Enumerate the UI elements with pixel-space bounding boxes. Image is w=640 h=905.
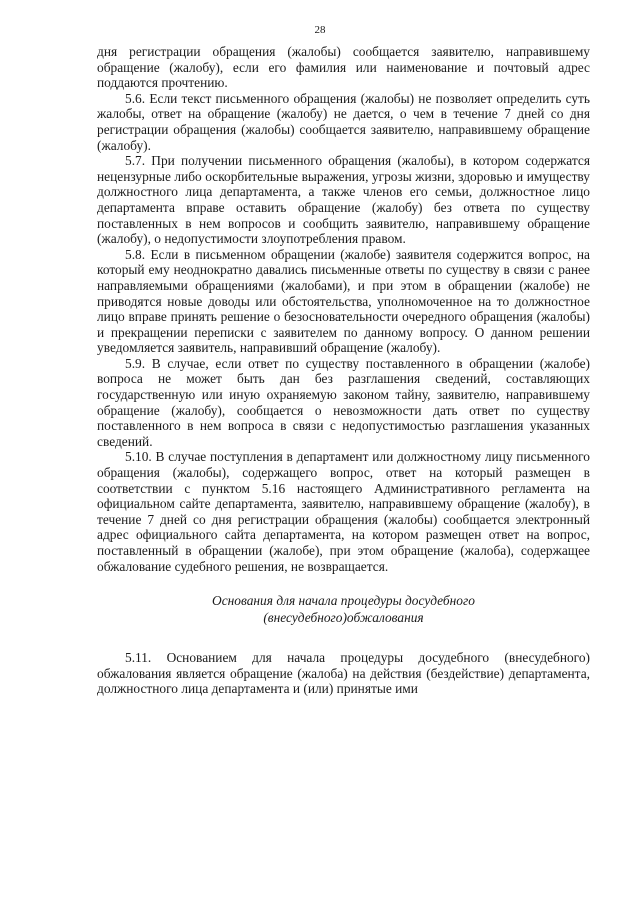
page-number: 28	[314, 24, 326, 36]
paragraph-5-10: 5.10. В случае поступления в департамент или должностному лицу письменного обращения (жалобы), содержащего вопрос, ответ на который размещен в соответствии с пунктом 5.16 настоящего Административного регламента на официальном сайте департамента, заявителю, направившему обращение (жалобу), в течение 7 дней со дня регистрации обращения (жалобы) сообщается электронный адрес официального сайта департамента, на котором размещен ответ на вопрос, поставленный в обращении (жалобе), при этом обращение (жалоба), содержащее обжалование судебного решения, не возвращается.	[97, 449, 590, 574]
paragraph-continuation: дня регистрации обращения (жалобы) сообщается заявителю, направившему обращение (жалобу), если его фамилия или наименование и почтовый адрес поддаются прочтению.	[97, 44, 590, 91]
paragraph-5-11: 5.11. Основанием для начала процедуры досудебного (внесудебного) обжалования является обращение (жалоба) на действия (бездействие) департамента, должностного лица департамента и (или) принятые ими	[97, 650, 590, 697]
section-heading-line-2: (внесудебного)обжалования	[263, 610, 424, 626]
paragraph-5-6: 5.6. Если текст письменного обращения (жалобы) не позволяет определить суть жалобы, ответ на обращение (жалобу) не дается, о чем в течение 7 дней со дня регистрации обращения (жалобы) сообщается заявителю, направившему обращение (жалобу).	[97, 90, 590, 153]
paragraph-5-8: 5.8. Если в письменном обращении (жалобе) заявителя содержится вопрос, на который ему неоднократно давались письменные ответы по существу в связи с ранее направляемыми обращениями (жалобами), и при этом в обращении (жалобе) не приводятся новые доводы или обстоятельства, уполномоченное на то должностное лицо вправе принять решение о безосновательности очередного обращения (жалобы) и прекращении переписки с заявителем по данному вопросу. О данном решении уведомляется заявитель, направивший обращение (жалобу).	[97, 246, 590, 356]
section-heading	[97, 592, 590, 626]
section-heading-line-1: Основания для начала процедуры досудебного	[212, 593, 475, 609]
paragraph-5-9: 5.9. В случае, если ответ по существу поставленного в обращении (жалобе) вопроса не может быть дан без разглашения сведений, составляющих государственную или иную охраняемую законом тайну, заявителю, направившему обращение (жалобу), сообщается о невозможности дать ответ по существу поставленного в нем вопроса в связи с недопустимостью разглашения указанных сведений.	[97, 355, 590, 449]
document-body	[97, 44, 590, 697]
paragraph-5-7: 5.7. При получении письменного обращения (жалобы), в котором содержатся нецензурные либо оскорбительные выражения, угрозы жизни, здоровью и имуществу должностного лица департамента, а также членов его семьи, должностное лицо департамента вправе оставить обращение (жалобу) без ответа по существу поставленных в нем вопросов и сообщить заявителю, направившему обращение (жалобу), о недопустимости злоупотребления правом.	[97, 153, 590, 247]
